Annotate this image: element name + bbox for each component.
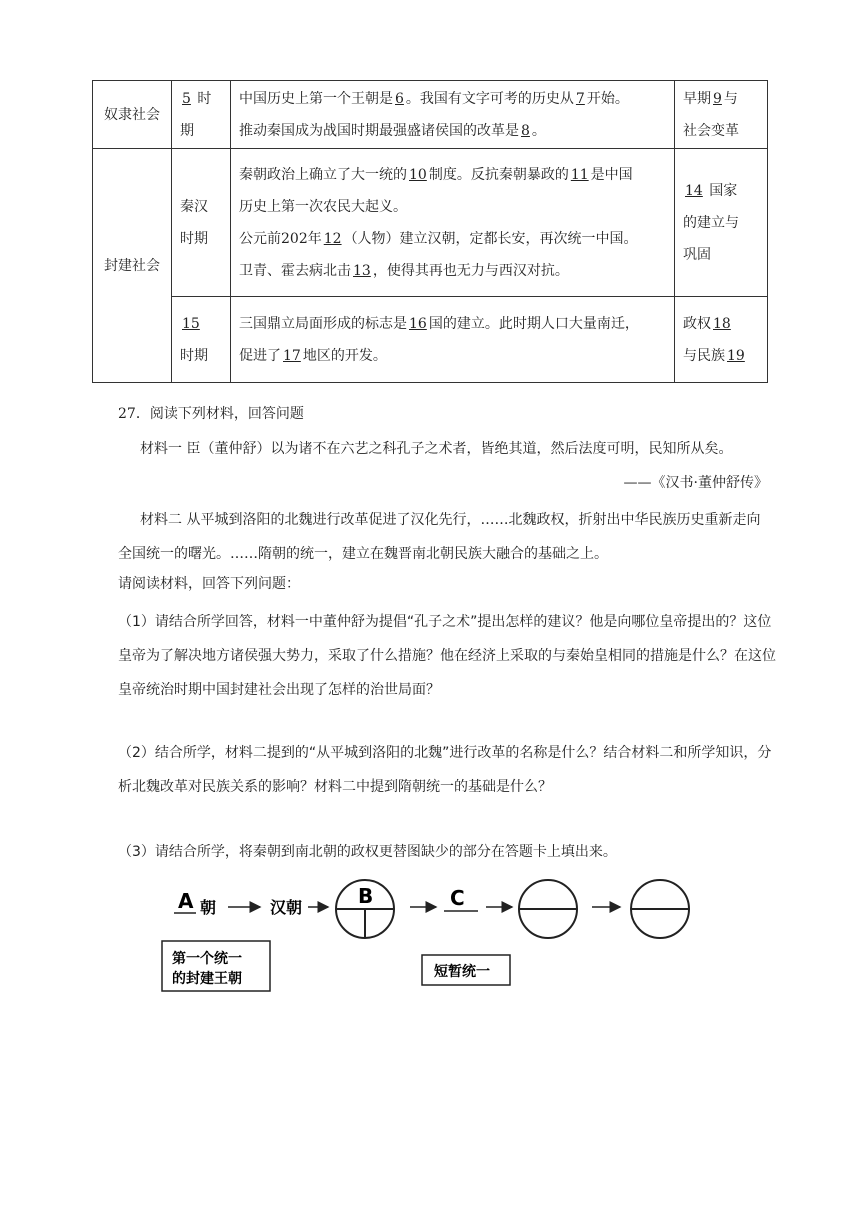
text: 卫青、霍去病北击 — [239, 262, 351, 279]
text: 公元前202年 — [239, 230, 322, 247]
blank-17: 17 — [283, 347, 301, 364]
period-cell — [172, 81, 231, 149]
text: 促进了 — [239, 347, 281, 364]
sub-question-3: （3）请结合所学，将秦朝到南北朝的政权更替图缺少的部分在答题卡上填出来。 — [118, 844, 617, 860]
content-cell — [231, 149, 675, 297]
text: 制度。反抗秦朝暴政的 — [428, 166, 569, 183]
dynasty-succession-diagram — [160, 875, 700, 995]
period-word: 秦汉 — [180, 198, 208, 215]
society-cell — [93, 81, 172, 149]
table-row — [93, 81, 768, 149]
sub-question-1: （1）请结合所学回答，材料一中董仲舒为提倡“孔子之术”提出怎样的建议？他是向哪位皇帝提出的？这位皇帝为了解决地方诸侯强大势力，采取了什么措施？他在经济上采取的与秦始皇相同的措施是什么？在这位皇帝统治时期中国封建社会出现了怎样的治世局面？ — [118, 614, 776, 698]
text: 秦朝政治上确立了大一统的 — [239, 166, 407, 183]
label-B: B — [358, 884, 374, 908]
sub-question-2: （2）结合所学，材料二提到的“从平城到洛阳的北魏”进行改革的名称是什么？结合材料二和所学知识，分析北魏改革对民族关系的影响？材料二中提到隋朝统一的基础是什么？ — [118, 745, 772, 795]
box-short-unification-label: 短暂统一 — [434, 964, 490, 980]
content-cell — [231, 81, 675, 149]
text: 。我国有文字可考的历史从 — [405, 90, 574, 107]
text: 中国历史上第一个王朝是 — [239, 90, 393, 107]
blank-15: 15 — [182, 315, 200, 332]
label-A: A — [178, 889, 194, 913]
society-label: 奴隶社会 — [104, 106, 160, 123]
label-han: 汉朝 — [270, 898, 303, 917]
theme-cell — [675, 81, 768, 149]
text: ，使得其再也无力与西汉对抗。 — [372, 262, 569, 279]
text: 国的建立。此时期人口大量南迁， — [428, 315, 639, 332]
content-cell — [231, 297, 675, 383]
text: 国家 — [709, 182, 738, 199]
theme-cell — [675, 297, 768, 383]
instruction: 请阅读材料，回答下列问题： — [118, 576, 300, 592]
material-2: 材料二 从平城到洛阳的北魏进行改革促进了汉化先行，……北魏政权，折射出中华民族历史重新走向全国统一的曙光。……隋朝的统一，建立在魏晋南北朝民族大融合的基础之上。 — [118, 512, 761, 562]
blank-5: 5 — [182, 90, 191, 107]
blank-19: 19 — [727, 347, 745, 364]
text: 与民族 — [683, 347, 725, 364]
question-27-title: 27．阅读下列材料，回答问题 — [118, 406, 304, 422]
text: 是中国 — [590, 166, 633, 183]
text: 推动秦国成为战国时期最强盛诸侯国的改革是 — [239, 122, 519, 139]
blank-14: 14 — [685, 182, 703, 199]
blank-6: 6 — [395, 90, 404, 107]
text: 早期 — [683, 90, 711, 107]
blank-9: 9 — [713, 90, 722, 107]
period-suffix: 时 — [197, 90, 212, 107]
text: 与 — [723, 90, 738, 107]
text: 巩固 — [683, 246, 711, 263]
table-row — [93, 297, 768, 383]
blank-18: 18 — [713, 315, 731, 332]
text: 历史上第一次农民大起义。 — [239, 198, 407, 215]
period-word: 期 — [180, 122, 194, 139]
blank-11: 11 — [570, 166, 589, 183]
material-1: 材料一 臣（董仲舒）以为诸不在六艺之科孔子之术者，皆绝其道，然后法度可明，民知所从矣。 — [140, 441, 733, 457]
box-first-unified-line2: 的封建王朝 — [172, 971, 242, 987]
label-C: C — [450, 886, 465, 910]
text: 的建立与 — [683, 214, 739, 231]
period-word: 时期 — [180, 230, 208, 247]
blank-8: 8 — [521, 122, 530, 139]
blank-7: 7 — [575, 90, 585, 107]
blank-12: 12 — [323, 230, 342, 247]
text: 开始。 — [586, 90, 629, 107]
text: 社会变革 — [683, 122, 739, 139]
period-cell — [172, 297, 231, 383]
table-row — [93, 149, 768, 297]
history-table — [92, 80, 768, 383]
society-cell — [93, 149, 172, 383]
period-word: 时期 — [180, 347, 208, 364]
material-1-source: ——《汉书·董仲舒传》 — [623, 475, 768, 491]
theme-cell — [675, 149, 768, 297]
text: 。 — [531, 122, 546, 139]
text: （人物）建立汉朝，定都长安，再次统一中国。 — [343, 230, 638, 247]
period-cell — [172, 149, 231, 297]
text: 政权 — [683, 315, 711, 332]
blank-10: 10 — [409, 166, 427, 183]
label-A-suffix: 朝 — [200, 898, 217, 917]
blank-16: 16 — [409, 315, 427, 332]
text: 地区的开发。 — [302, 347, 387, 364]
society-label: 封建社会 — [104, 257, 160, 274]
box-first-unified-line1: 第一个统一 — [172, 951, 242, 967]
blank-13: 13 — [353, 262, 371, 279]
text: 三国鼎立局面形成的标志是 — [239, 315, 407, 332]
